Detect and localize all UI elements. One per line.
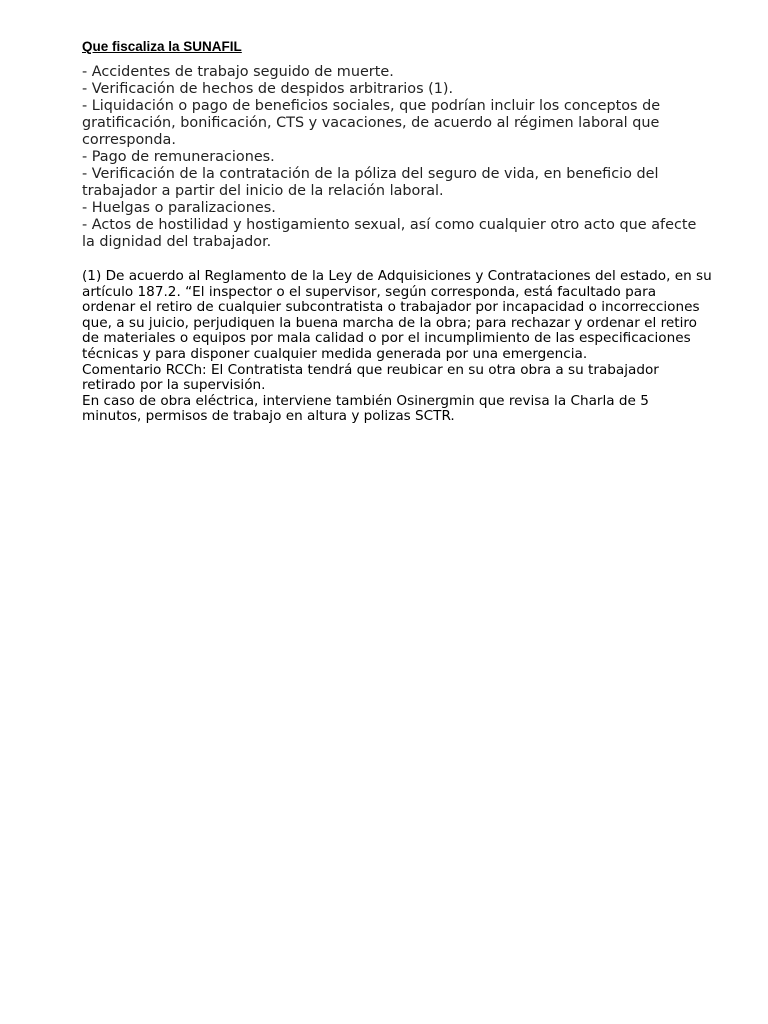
footnote-text: (1) De acuerdo al Reglamento de la Ley de Adquisiciones y Contrataciones del estado, en su artículo 187.2. “El inspector o el supervisor, según corresponda, está facultado para ordenar el retiro de cualquier subcontratista o trabajador por incapacidad o incorrecciones que, a su juicio, perjudiquen la buena marcha de la obra; para rechazar y ordenar el retiro de materiales o equipos por mala calidad o por el incumplimiento de las especificaciones técnicas y para disponer cualquier medida generada por una emergencia.: [82, 268, 712, 362]
list-item: - Liquidación o pago de beneficios sociales, que podrían incluir los conceptos de gratificación, bonificación, CTS y vacaciones, de acuerdo al régimen laboral que corresponda.: [82, 98, 661, 148]
list-item: - Verificación de la contratación de la póliza del seguro de vida, en beneficio del trabajador a partir del inicio de la relación laboral.: [82, 166, 659, 199]
inspection-items-list: [82, 64, 712, 251]
list-item: - Actos de hostilidad y hostigamiento sexual, así como cualquier otro acto que afecte la dignidad del trabajador.: [82, 217, 697, 250]
list-item: - Pago de remuneraciones.: [82, 149, 275, 165]
list-item: - Huelgas o paralizaciones.: [82, 200, 276, 216]
note-text: En caso de obra eléctrica, interviene también Osinergmin que revisa la Charla de 5 minutos, permisos de trabajo en altura y polizas SCTR.: [82, 392, 649, 425]
comment-text: Comentario RCCh: El Contratista tendrá que reubicar en su otra obra a su trabajador retirado por la supervisión.: [82, 361, 659, 394]
list-item: - Accidentes de trabajo seguido de muerte.: [82, 64, 394, 80]
document-title: Que fiscaliza la SUNAFIL: [82, 39, 242, 54]
footnote-section: [82, 269, 712, 425]
list-item: - Verificación de hechos de despidos arbitrarios (1).: [82, 81, 454, 97]
document-body: [82, 38, 712, 425]
